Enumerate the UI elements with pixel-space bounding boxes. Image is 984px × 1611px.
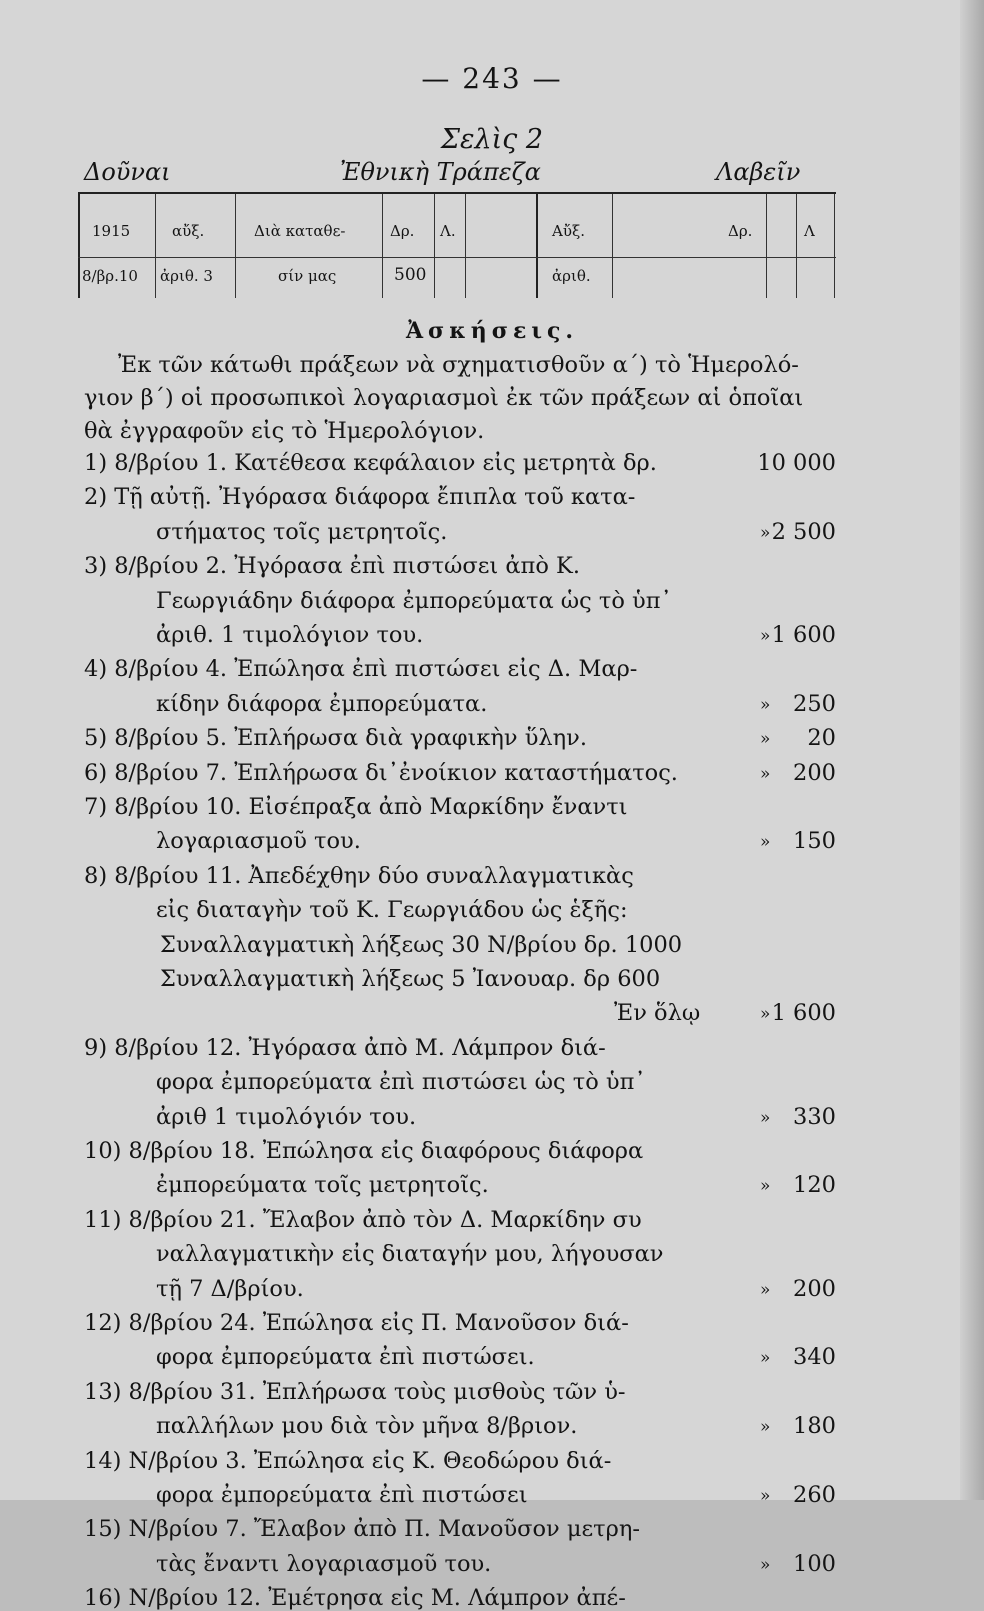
exercise-3-amount: 1 600 bbox=[771, 622, 836, 648]
ledger-table bbox=[78, 192, 836, 298]
exercise-9-line-1: 9) 8/βρίου 12. Ἠγόρασα ἀπὸ Μ. Λάμπρον διά- bbox=[84, 1034, 606, 1061]
exercise-8-line-2: εἰς διαταγὴν τοῦ Κ. Γεωργιάδου ὡς ἑξῆς: bbox=[156, 897, 628, 924]
exercise-4-line-1: 4) 8/βρίου 4. Ἐπώλησα ἐπὶ πιστώσει εἰς Δ. Μαρ- bbox=[84, 656, 638, 683]
ditto-mark: » bbox=[760, 1486, 771, 1506]
ledger-year: 1915 bbox=[92, 222, 131, 240]
ditto-mark: » bbox=[760, 1176, 771, 1197]
exercise-9-line-2: φορα ἐμπορεύματα ἐπὶ πιστώσει ὡς τὸ ὑπ᾽ bbox=[156, 1069, 646, 1096]
exercise-10-line-2: ἐμπορεύματα τοῖς μετρητοῖς. bbox=[156, 1172, 489, 1199]
ditto-mark: » bbox=[760, 1279, 771, 1300]
exercise-9-line-3: ἀριθ 1 τιμολόγιόν του. bbox=[156, 1103, 417, 1130]
ditto-mark: » bbox=[760, 522, 771, 543]
exercise-3-line-1: 3) 8/βρίου 2. Ἠγόρασα ἐπὶ πιστώσει ἀπὸ Κ. bbox=[84, 553, 580, 580]
debit-label: Δοῦναι bbox=[84, 158, 171, 186]
exercise-6-amount: 200 bbox=[793, 759, 836, 786]
exercise-11-line-2: ναλλαγματικὴν εἰς διαταγήν μου, λήγουσαν bbox=[156, 1241, 664, 1268]
exercise-8-line-3: Συναλλαγματικὴ λήξεως 30 Ν/βρίου δρ. 1000 bbox=[160, 931, 683, 958]
account-page-title: Σελὶς 2 bbox=[440, 124, 544, 155]
exercise-10-amount: 120 bbox=[793, 1172, 836, 1199]
ledger-dr-header: Δρ. bbox=[390, 222, 415, 240]
intro-line-3: θὰ ἐγγραφοῦν εἰς τὸ Ἡμερολόγιον. bbox=[84, 418, 485, 444]
ledger-entry-number-credit: ἀριθ. bbox=[552, 267, 591, 285]
exercise-4-line-2: κίδην διάφορα ἐμπορεύματα. bbox=[156, 690, 488, 717]
page-edge bbox=[960, 0, 984, 1500]
ditto-mark: » bbox=[760, 832, 771, 853]
exercise-16-line-1: 16) Ν/βρίου 12. Ἐμέτρησα εἰς Μ. Λάμπρον ἀπέ- bbox=[84, 1585, 626, 1611]
exercise-5-line-1: 5) 8/βρίου 5. Ἐπλήρωσα διὰ γραφικὴν ὕλην. bbox=[84, 725, 587, 752]
exercise-6-line-1: 6) 8/βρίου 7. Ἐπλήρωσα δι᾽ἐνοίκιον καταστήματος. bbox=[84, 759, 678, 786]
ledger-description-cont: σίν μας bbox=[278, 267, 337, 285]
exercise-7-amount: 150 bbox=[793, 828, 836, 855]
credit-label: Λαβεῖν bbox=[716, 158, 801, 186]
exercise-8-line-5: Ἐν ὅλῳ bbox=[614, 1000, 701, 1027]
ledger-l-header: Λ. bbox=[440, 222, 456, 240]
exercise-10-line-1: 10) 8/βρίου 18. Ἐπώλησα εἰς διαφόρους διάφορα bbox=[84, 1138, 644, 1164]
intro-line-2: γιον β΄) οἱ προσωπικοὶ λογαριασμοὶ ἐκ τῶν πράξεων αἱ ὁποῖαι bbox=[84, 385, 804, 411]
exercise-14-line-1: 14) Ν/βρίου 3. Ἐπώλησα εἰς Κ. Θεοδώρου διά- bbox=[84, 1447, 612, 1474]
account-name: Ἐθνικὴ Τράπεζα bbox=[340, 158, 541, 186]
ditto-mark: » bbox=[760, 1554, 771, 1575]
intro-line-1: Ἐκ τῶν κάτωθι πράξεων νὰ σχηματισθοῦν α΄) τὸ Ἡμερολό- bbox=[118, 352, 799, 378]
exercise-8-line-1: 8) 8/βρίου 11. Ἀπεδέχθην δύο συναλλαγματικὰς bbox=[84, 862, 634, 889]
exercise-11-line-3: τῇ 7 Δ/βρίου. bbox=[156, 1275, 304, 1302]
ditto-mark: » bbox=[760, 1348, 771, 1369]
exercise-15-line-1: 15) Ν/βρίου 7. Ἔλαβον ἀπὸ Π. Μανοῦσον μετρη- bbox=[84, 1516, 640, 1543]
exercise-15-line-2: τὰς ἔναντι λογαριασμοῦ του. bbox=[156, 1550, 492, 1577]
exercise-1-line-1: 1) 8/βρίου 1. Κατέθεσα κεφάλαιον εἰς μετρητὰ δρ. bbox=[84, 450, 657, 476]
ditto-mark: » bbox=[760, 763, 771, 784]
exercise-13-line-1: 13) 8/βρίου 31. Ἐπλήρωσα τοὺς μισθοὺς τῶν ὑ- bbox=[84, 1378, 626, 1405]
exercise-2-amount: 2 500 bbox=[771, 518, 836, 545]
exercise-14-line-2: φορα ἐμπορεύματα ἐπὶ πιστώσει bbox=[156, 1482, 528, 1508]
ditto-mark: » bbox=[760, 1417, 771, 1438]
exercise-7-line-1: 7) 8/βρίου 10. Εἰσέπραξα ἀπὸ Μαρκίδην ἔναντι bbox=[84, 794, 628, 820]
ditto-mark: » bbox=[760, 694, 771, 715]
page-number: — 243 — bbox=[421, 62, 563, 95]
exercise-9-amount: 330 bbox=[793, 1103, 836, 1130]
exercise-4-amount: 250 bbox=[793, 690, 836, 717]
ditto-mark: » bbox=[760, 626, 771, 646]
exercise-3-line-3: ἀριθ. 1 τιμολόγιον του. bbox=[156, 622, 424, 648]
exercises-heading: Ἀσκήσεις. bbox=[405, 318, 579, 344]
exercise-15-amount: 100 bbox=[793, 1550, 836, 1577]
ledger-l-header-credit: Λ bbox=[804, 222, 815, 240]
exercise-2-line-2: στήματος τοῖς μετρητοῖς. bbox=[156, 518, 448, 545]
ledger-description: Διὰ καταθε- bbox=[254, 222, 346, 240]
exercise-12-amount: 340 bbox=[793, 1344, 836, 1371]
ditto-mark: » bbox=[760, 1004, 771, 1025]
exercise-11-amount: 200 bbox=[793, 1275, 836, 1302]
exercise-1-amount: 10 000 bbox=[757, 450, 836, 476]
exercise-14-amount: 260 bbox=[793, 1482, 836, 1508]
exercise-13-amount: 180 bbox=[793, 1413, 836, 1440]
exercise-12-line-2: φορα ἐμπορεύματα ἐπὶ πιστώσει. bbox=[156, 1344, 535, 1371]
exercise-3-line-2: Γεωργιάδην διάφορα ἐμπορεύματα ὡς τὸ ὑπ᾽ bbox=[156, 587, 672, 614]
ledger-date: 8/βρ.10 bbox=[82, 267, 138, 285]
exercise-13-line-2: παλλήλων μου διὰ τὸν μῆνα 8/βριον. bbox=[156, 1413, 578, 1440]
exercise-8-line-4: Συναλλαγματικὴ λήξεως 5 Ἰανουαρ. δρ 600 bbox=[160, 966, 661, 992]
ledger-entry-number: ἀριθ. 3 bbox=[160, 267, 213, 285]
exercise-11-line-1: 11) 8/βρίου 21. Ἔλαβον ἀπὸ τὸν Δ. Μαρκίδην συ bbox=[84, 1206, 642, 1233]
ledger-abbr: αὔξ. bbox=[172, 222, 205, 240]
ledger-dr-header-credit: Δρ. bbox=[728, 222, 753, 240]
exercise-8-amount: 1 600 bbox=[771, 1000, 836, 1027]
ditto-mark: » bbox=[760, 729, 771, 750]
exercise-7-line-2: λογαριασμοῦ του. bbox=[156, 828, 361, 855]
ditto-mark: » bbox=[760, 1107, 771, 1128]
exercise-5-amount: 20 bbox=[807, 725, 836, 752]
ledger-abbr-credit: Αὔξ. bbox=[552, 222, 585, 240]
exercise-12-line-1: 12) 8/βρίου 24. Ἐπώλησα εἰς Π. Μανοῦσον διά- bbox=[84, 1310, 629, 1336]
ledger-amount: 500 bbox=[394, 265, 427, 285]
exercise-2-line-1: 2) Τῇ αὐτῇ. Ἠγόρασα διάφορα ἔπιπλα τοῦ κατα- bbox=[84, 484, 636, 511]
